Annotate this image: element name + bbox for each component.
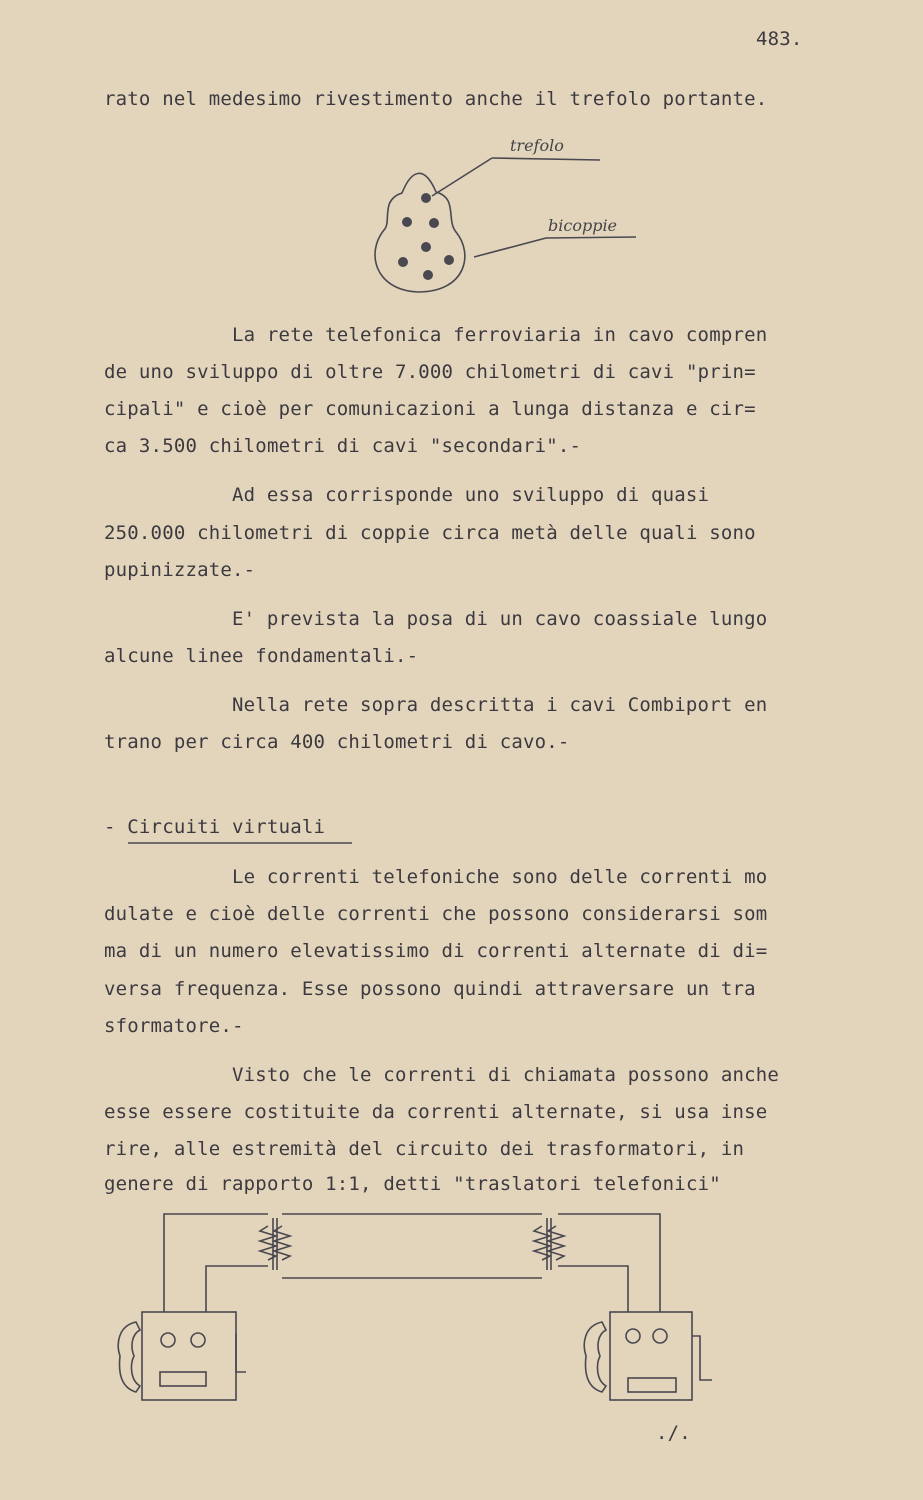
paragraph-line: alcune linee fondamentali.- [104,645,419,667]
pair-group [398,257,408,267]
paragraph-line: rire, alle estremità del circuito dei trasformatori, in [104,1138,745,1160]
paragraph-line: dulate e cioè delle correnti che possono considerarsi som [104,903,768,925]
paragraph-line: Nella rete sopra descritta i cavi Combiport en [232,694,768,716]
left-dial-plate [160,1372,206,1386]
pair-group [421,242,431,252]
pair-group [402,217,412,227]
right-handset [584,1322,606,1392]
paragraph-line: 250.000 chilometri di coppie circa metà delle quali sono [104,522,756,544]
right-dial-plate [628,1378,676,1392]
paragraph-line: Le correnti telefoniche sono delle correnti mo [232,866,768,888]
right-bell [626,1329,640,1343]
paragraph-line: esse essere costituite da correnti alternate, si usa inse [104,1101,768,1123]
section-heading: - Circuiti virtuali [104,816,326,838]
cable-outline [375,173,465,292]
paragraph-line: trano per circa 400 chilometri di cavo.- [104,731,570,753]
left-bell [191,1333,205,1347]
circuit-diagram [118,1214,712,1400]
right-telephone-body [610,1312,692,1400]
left-crank [236,1334,246,1372]
label-bicoppie: bicoppie [548,216,618,235]
left-handset [118,1322,140,1392]
paragraph-line: cipali" e cioè per comunicazioni a lunga distanza e cir= [104,398,756,420]
paragraph-line: pupinizzate.- [104,559,256,581]
right-bell [653,1329,667,1343]
bicoppie-leader [474,238,546,257]
paragraph-line: de uno sviluppo di oltre 7.000 chilometri di cavi "prin= [104,361,756,383]
paragraph-line: E' prevista la posa di un cavo coassiale lungo [232,608,768,630]
pair-group [429,218,439,228]
trefolo-strand [421,193,431,203]
page-number: 483. [756,28,803,50]
continuation-mark: ./. [656,1422,691,1444]
paragraph-line: La rete telefonica ferroviaria in cavo compren [232,324,768,346]
paragraph-line: Ad essa corrisponde uno sviluppo di quasi [232,484,710,506]
paragraph-line: Visto che le correnti di chiamata possono anche [232,1064,780,1086]
paragraph-line: ma di un numero elevatissimo di correnti alternate di di= [104,940,768,962]
left-bell [161,1333,175,1347]
paragraph-line: sformatore.- [104,1015,244,1037]
pair-group [423,270,433,280]
left-telephone-body [142,1312,236,1400]
paragraph-line: ca 3.500 chilometri di cavi "secondari".- [104,435,582,457]
paragraph-line: versa frequenza. Esse possono quindi attraversare un tra [104,978,756,1000]
pair-group [444,255,454,265]
trefolo-leader [432,158,492,196]
right-crank [692,1336,712,1380]
label-trefolo: trefolo [510,136,564,155]
intro-line: rato nel medesimo rivestimento anche il trefolo portante. [104,88,768,110]
paragraph-line: genere di rapporto 1:1, detti "traslatori telefonici" [104,1173,721,1195]
